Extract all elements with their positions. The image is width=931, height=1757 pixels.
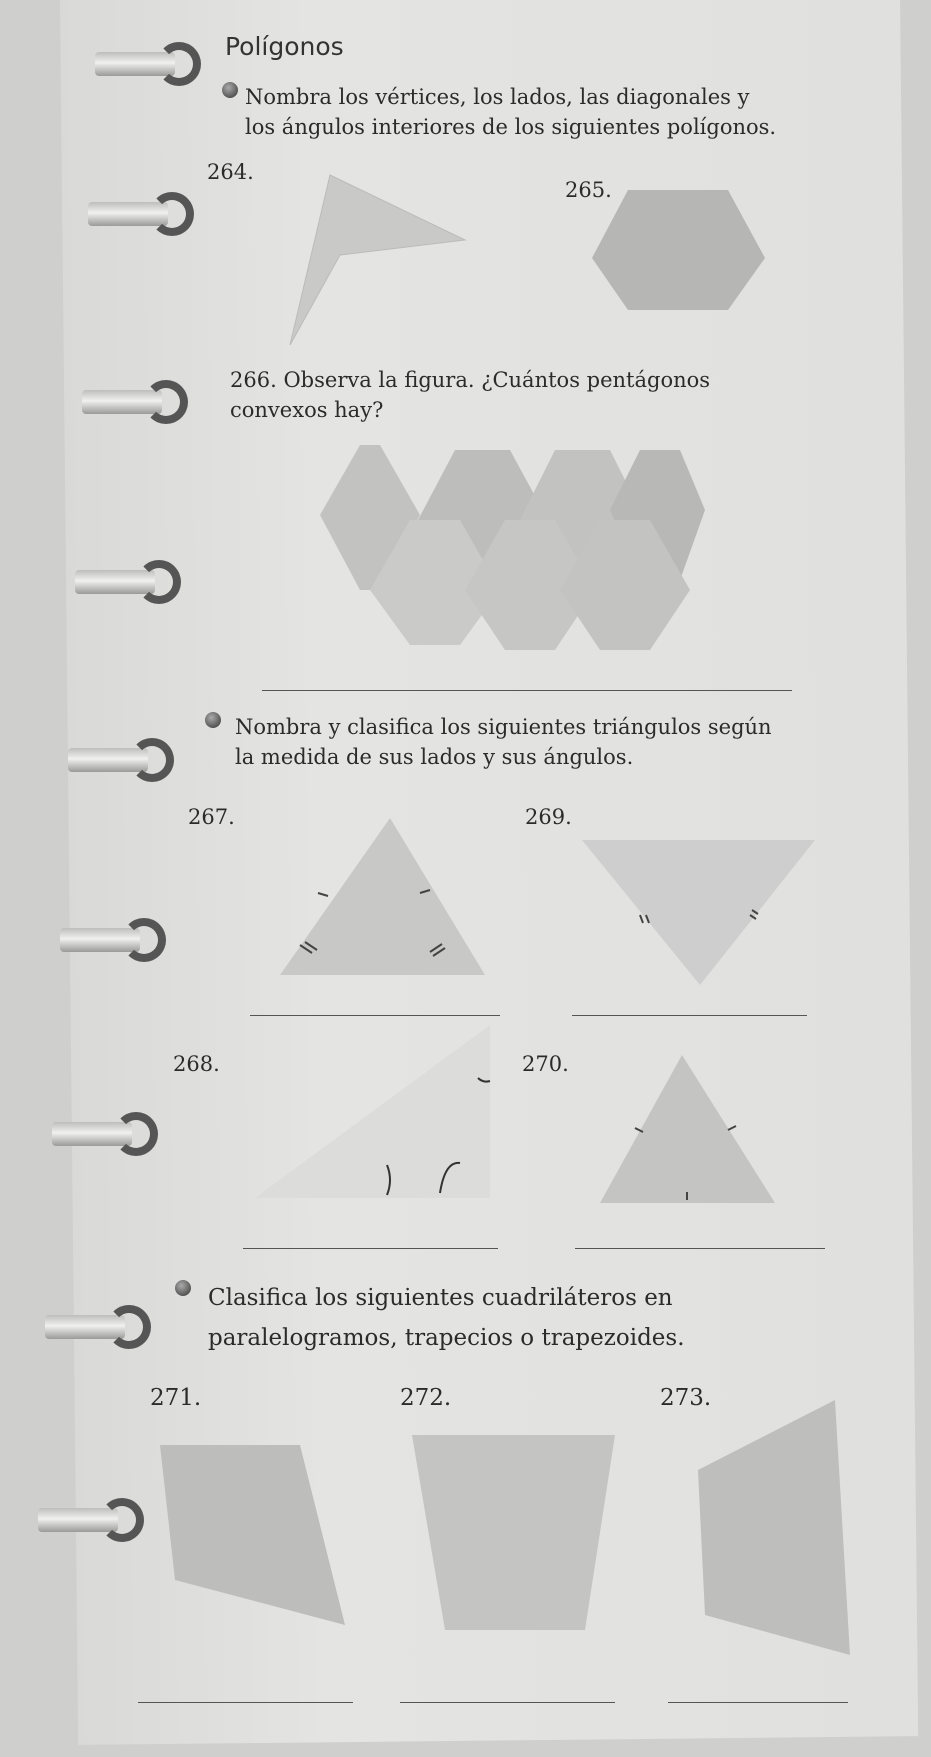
item-265-number: 265.	[565, 178, 612, 202]
quadrilateral-271	[160, 1445, 345, 1625]
item-267-number: 267.	[188, 805, 235, 829]
item-268-number: 268.	[173, 1052, 220, 1076]
hexagon-strip-266	[320, 445, 705, 650]
answer-line-270[interactable]	[575, 1248, 825, 1249]
answer-line-272[interactable]	[400, 1702, 615, 1703]
answer-line-269[interactable]	[572, 1015, 807, 1016]
triangle-268	[255, 1025, 490, 1198]
item-264-number: 264.	[207, 160, 254, 184]
page-title: Polígonos	[225, 32, 344, 61]
quadrilateral-272	[412, 1435, 615, 1630]
question-266	[230, 365, 790, 425]
question-266-text: Observa la figura. ¿Cuántos pentágonos convexos hay?	[230, 368, 711, 422]
triangle-270	[600, 1055, 775, 1203]
triangle-269	[582, 840, 815, 985]
answer-line-268[interactable]	[243, 1248, 498, 1249]
answer-line-266[interactable]	[262, 690, 792, 691]
section1-instruction: Nombra los vértices, los lados, las diagonales y los ángulos interiores de los siguientes polígonos.	[245, 85, 777, 139]
answer-line-271[interactable]	[138, 1702, 353, 1703]
quadrilateral-273	[698, 1400, 850, 1655]
bullet-icon	[205, 712, 221, 728]
item-271-number: 271.	[150, 1385, 202, 1411]
question-266-number: 266.	[230, 368, 277, 392]
item-272-number: 272.	[400, 1385, 452, 1411]
concave-polygon-264	[290, 175, 465, 345]
answer-line-273[interactable]	[668, 1702, 848, 1703]
answer-line-267[interactable]	[250, 1015, 500, 1016]
hexagon-265	[592, 190, 765, 310]
section2-instruction: Nombra y clasifica los siguientes triángulos según la medida de sus lados y sus ángulos.	[235, 715, 772, 769]
item-270-number: 270.	[522, 1052, 569, 1076]
item-269-number: 269.	[525, 805, 572, 829]
bullet-icon	[175, 1280, 191, 1296]
item-273-number: 273.	[660, 1385, 712, 1411]
section3-instruction: Clasifica los siguientes cuadriláteros en paralelogramos, trapecios o trapezoides.	[208, 1285, 685, 1351]
